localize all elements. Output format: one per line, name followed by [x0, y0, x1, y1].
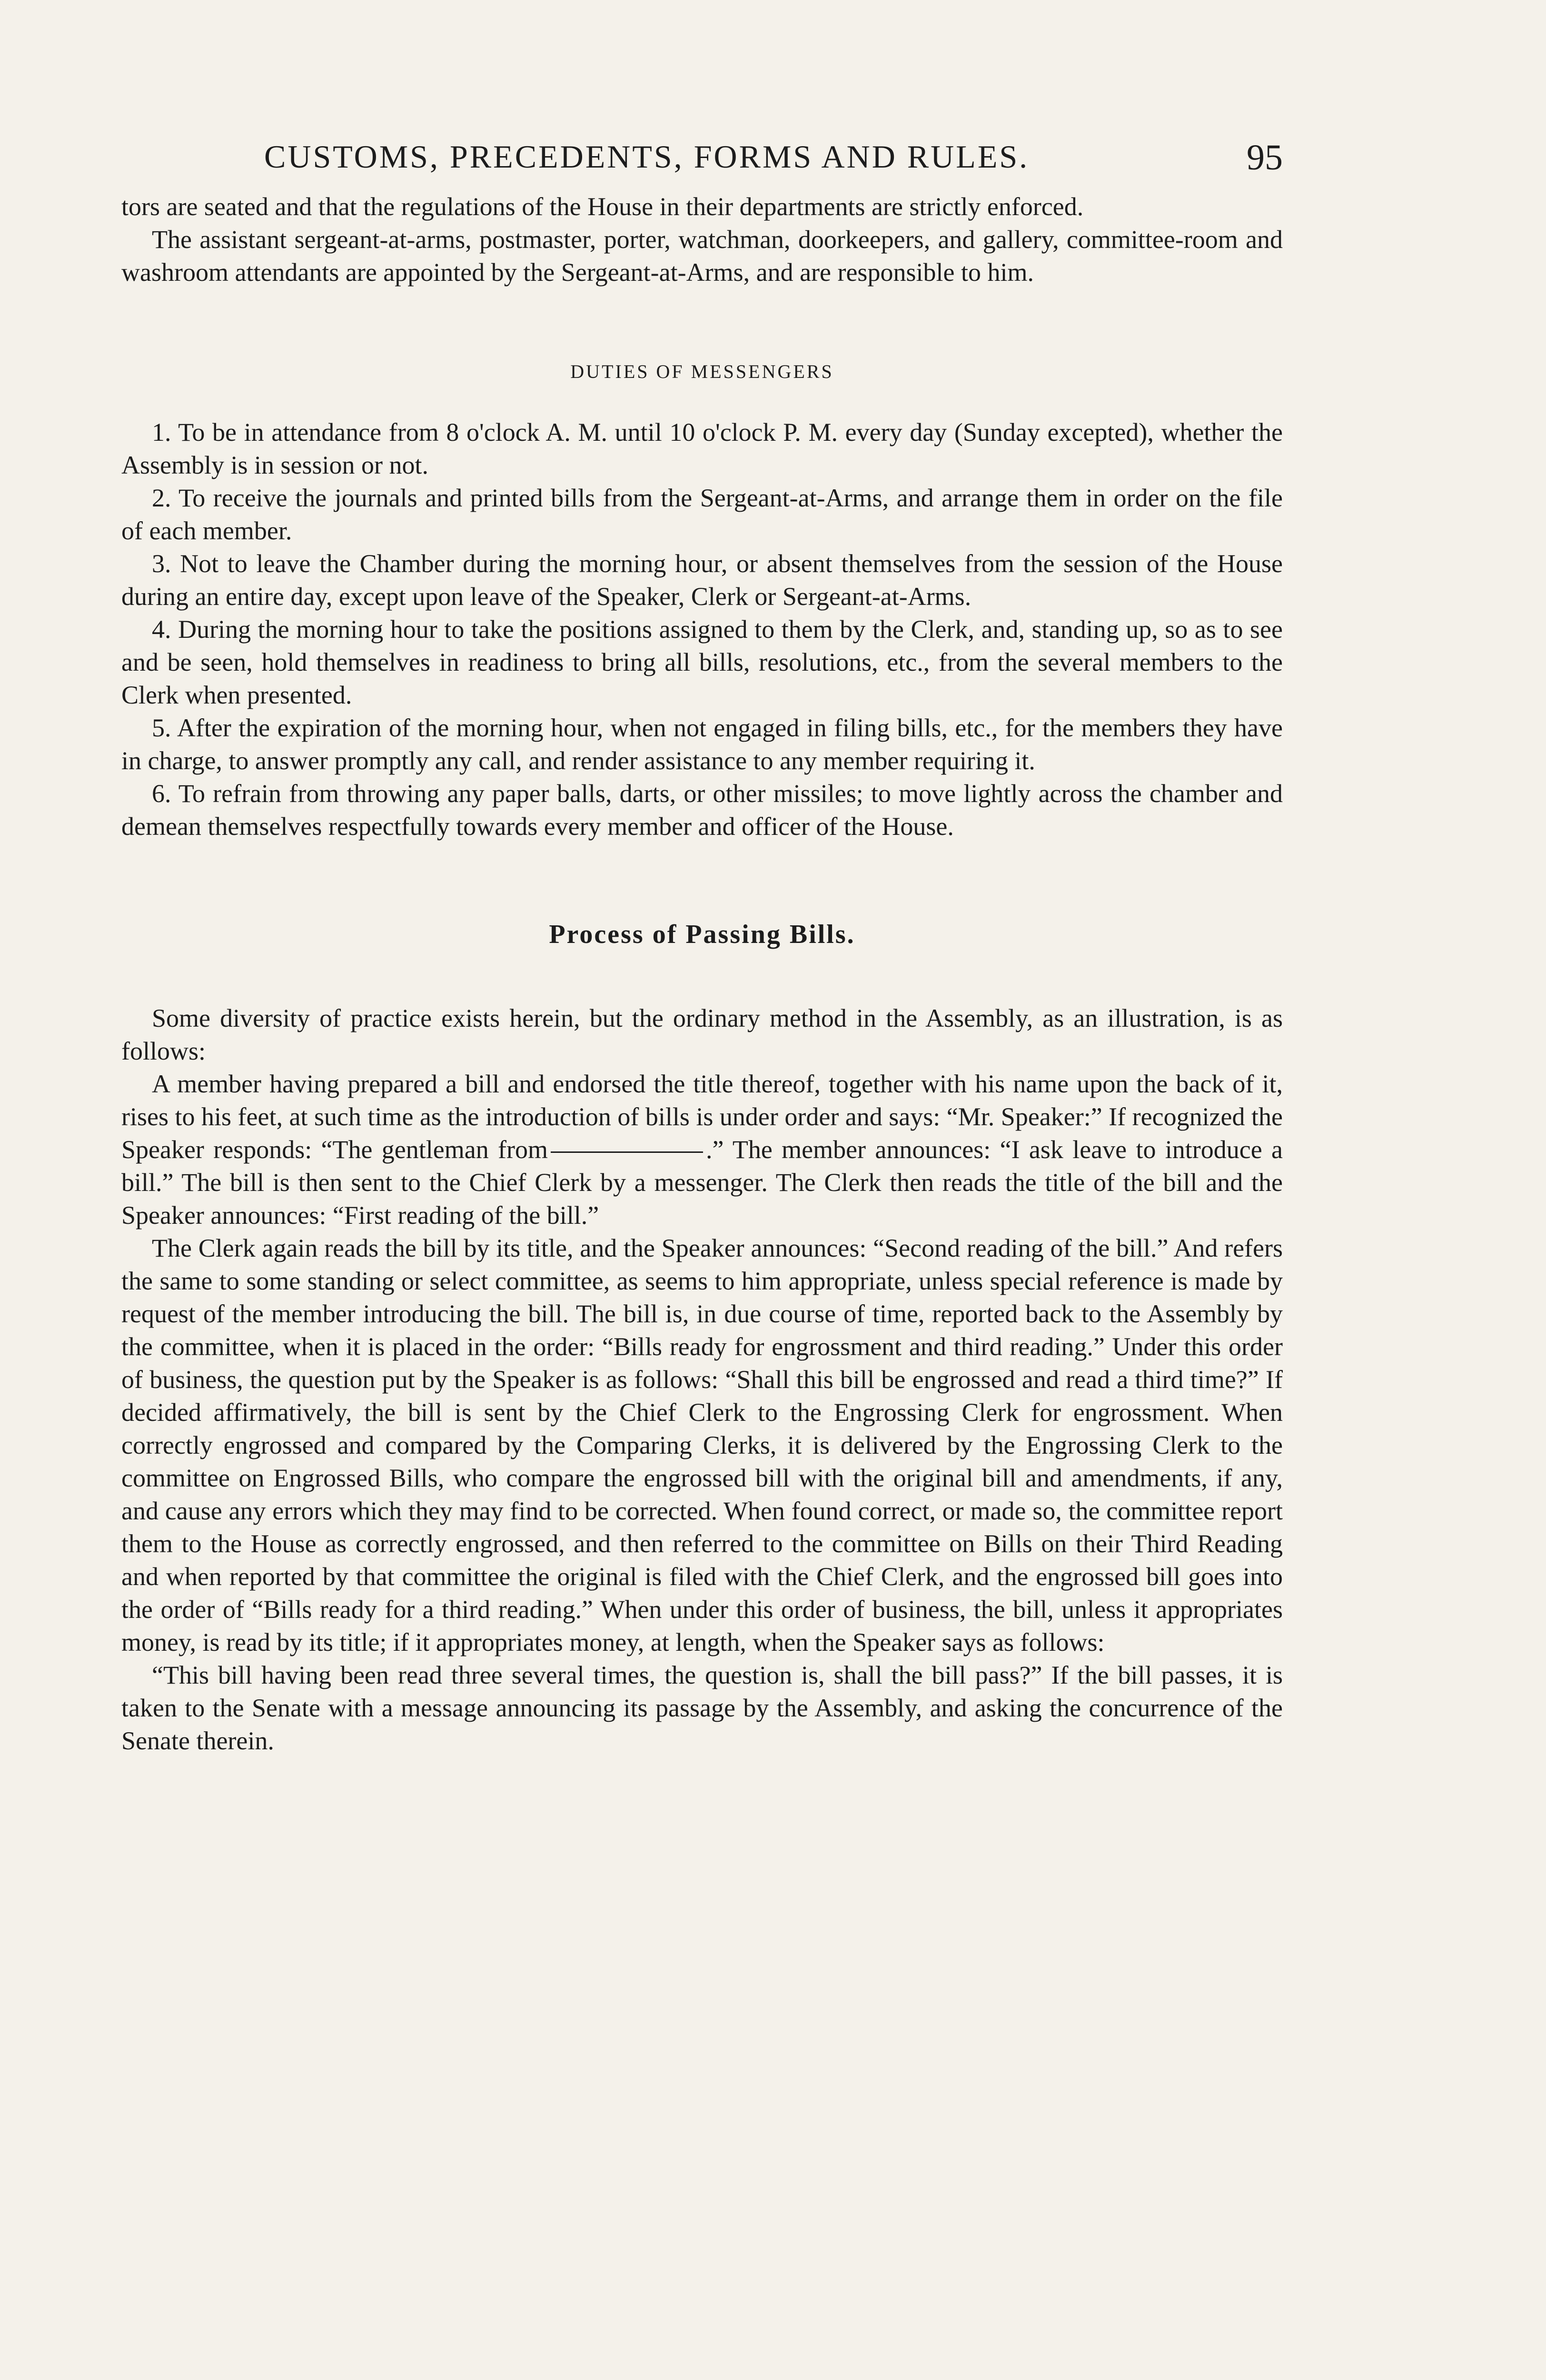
duties-heading: DUTIES OF MESSENGERS [570, 361, 834, 382]
page-number: 95 [1247, 138, 1283, 178]
process-paragraph: “This bill having been read three several times, the question is, shall the bill pass?” If the bill passes, it is taken to the Senate with a message announcing its passage by the Assembly, and asking the concurrence of the Senate therein. [121, 1661, 1283, 1755]
running-head [121, 138, 1283, 190]
running-title: CUSTOMS, PRECEDENTS, FORMS AND RULES. [264, 139, 1030, 175]
document-page [121, 138, 1283, 1757]
duty-item: 3. Not to leave the Chamber during the morning hour, or absent themselves from the session of the House during an entire day, except upon leave of the Speaker, Clerk or Sergeant-at-Arms. [121, 549, 1283, 611]
process-heading: Process of Passing Bills. [549, 920, 855, 949]
intro-section [121, 190, 1283, 289]
intro-paragraph: The assistant sergeant-at-arms, postmaster, porter, watchman, doorkeepers, and gallery, committee-room and washroom attendants are appointed by the Sergeant-at-Arms, and are responsible to him. [121, 225, 1283, 287]
duty-item: 4. During the morning hour to take the positions assigned to them by the Clerk, and, standing up, so as to see and be seen, hold themselves in readiness to bring all bills, resolutions, etc., from the several members to the Clerk when presented. [121, 615, 1283, 709]
duty-item: 6. To refrain from throwing any paper balls, darts, or other missiles; to move lightly across the chamber and demean themselves respectfully towards every member and officer of the House. [121, 779, 1283, 841]
duties-list [121, 416, 1283, 843]
process-paragraph: The Clerk again reads the bill by its title, and the Speaker announces: “Second reading of the bill.” And refers the same to some standing or select committee, as seems to him appropriate, unless special reference is made by request of the member introducing the bill. The bill is, in due course of time, reported back to the Assembly by the committee, when it is placed in the order: “Bills ready for engrossment and third reading.” Under this order of business, the question put by the Speaker is as follows: “Shall this bill be engrossed and read a third time?” If decided affirmatively, the bill is sent by the Chief Clerk to the Engrossing Clerk for engrossment. When correctly engrossed and compared by the Comparing Clerks, it is delivered by the Engrossing Clerk to the committee on Engrossed Bills, who compare the engrossed bill with the original bill and amendments, if any, and cause any errors which they may find to be corrected. When found correct, or made so, the committee report them to the House as correctly engrossed, and then referred to the committee on Bills on their Third Reading and when reported by that committee the original is filed with the Chief Clerk, and the engrossed bill goes into the order of “Bills ready for a third reading.” When under this order of business, the bill, unless it appropriates money, is read by its title; if it appropriates money, at length, when the Speaker says as follows: [121, 1234, 1283, 1656]
process-paragraph [121, 1068, 1283, 1232]
process-text-after-blank: .” The member announces: “I ask leave to introduce a bill.” The bill is then sent to the Chief Clerk by a messenger. The Clerk then reads the title of the bill and the Speaker announces: “First reading of the bill.” [121, 1135, 1283, 1230]
duty-item: 2. To receive the journals and printed bills from the Sergeant-at-Arms, and arrange them in order on the file of each member. [121, 484, 1283, 545]
process-section [121, 1002, 1283, 1757]
process-paragraph: Some diversity of practice exists herein, but the ordinary method in the Assembly, as an illustration, is as follows: [121, 1004, 1283, 1065]
intro-paragraph: tors are seated and that the regulations of the House in their departments are strictly enforced. [121, 192, 1084, 221]
duty-item: 5. After the expiration of the morning hour, when not engaged in filing bills, etc., for the members they have in charge, to answer promptly any call, and render assistance to any member requiring it. [121, 714, 1283, 775]
duty-item: 1. To be in attendance from 8 o'clock A. M. until 10 o'clock P. M. every day (Sunday excepted), whether the Assembly is in session or not. [121, 418, 1283, 479]
blank-line [551, 1151, 703, 1153]
process-text-before-blank: A member having prepared a bill and endorsed the title thereof, together with his name upon the back of it, rises to his feet, at such time as the introduction of bills is under order and says: “Mr. Speaker:” If recognized the Speaker responds: “The gentleman from [121, 1070, 1283, 1164]
